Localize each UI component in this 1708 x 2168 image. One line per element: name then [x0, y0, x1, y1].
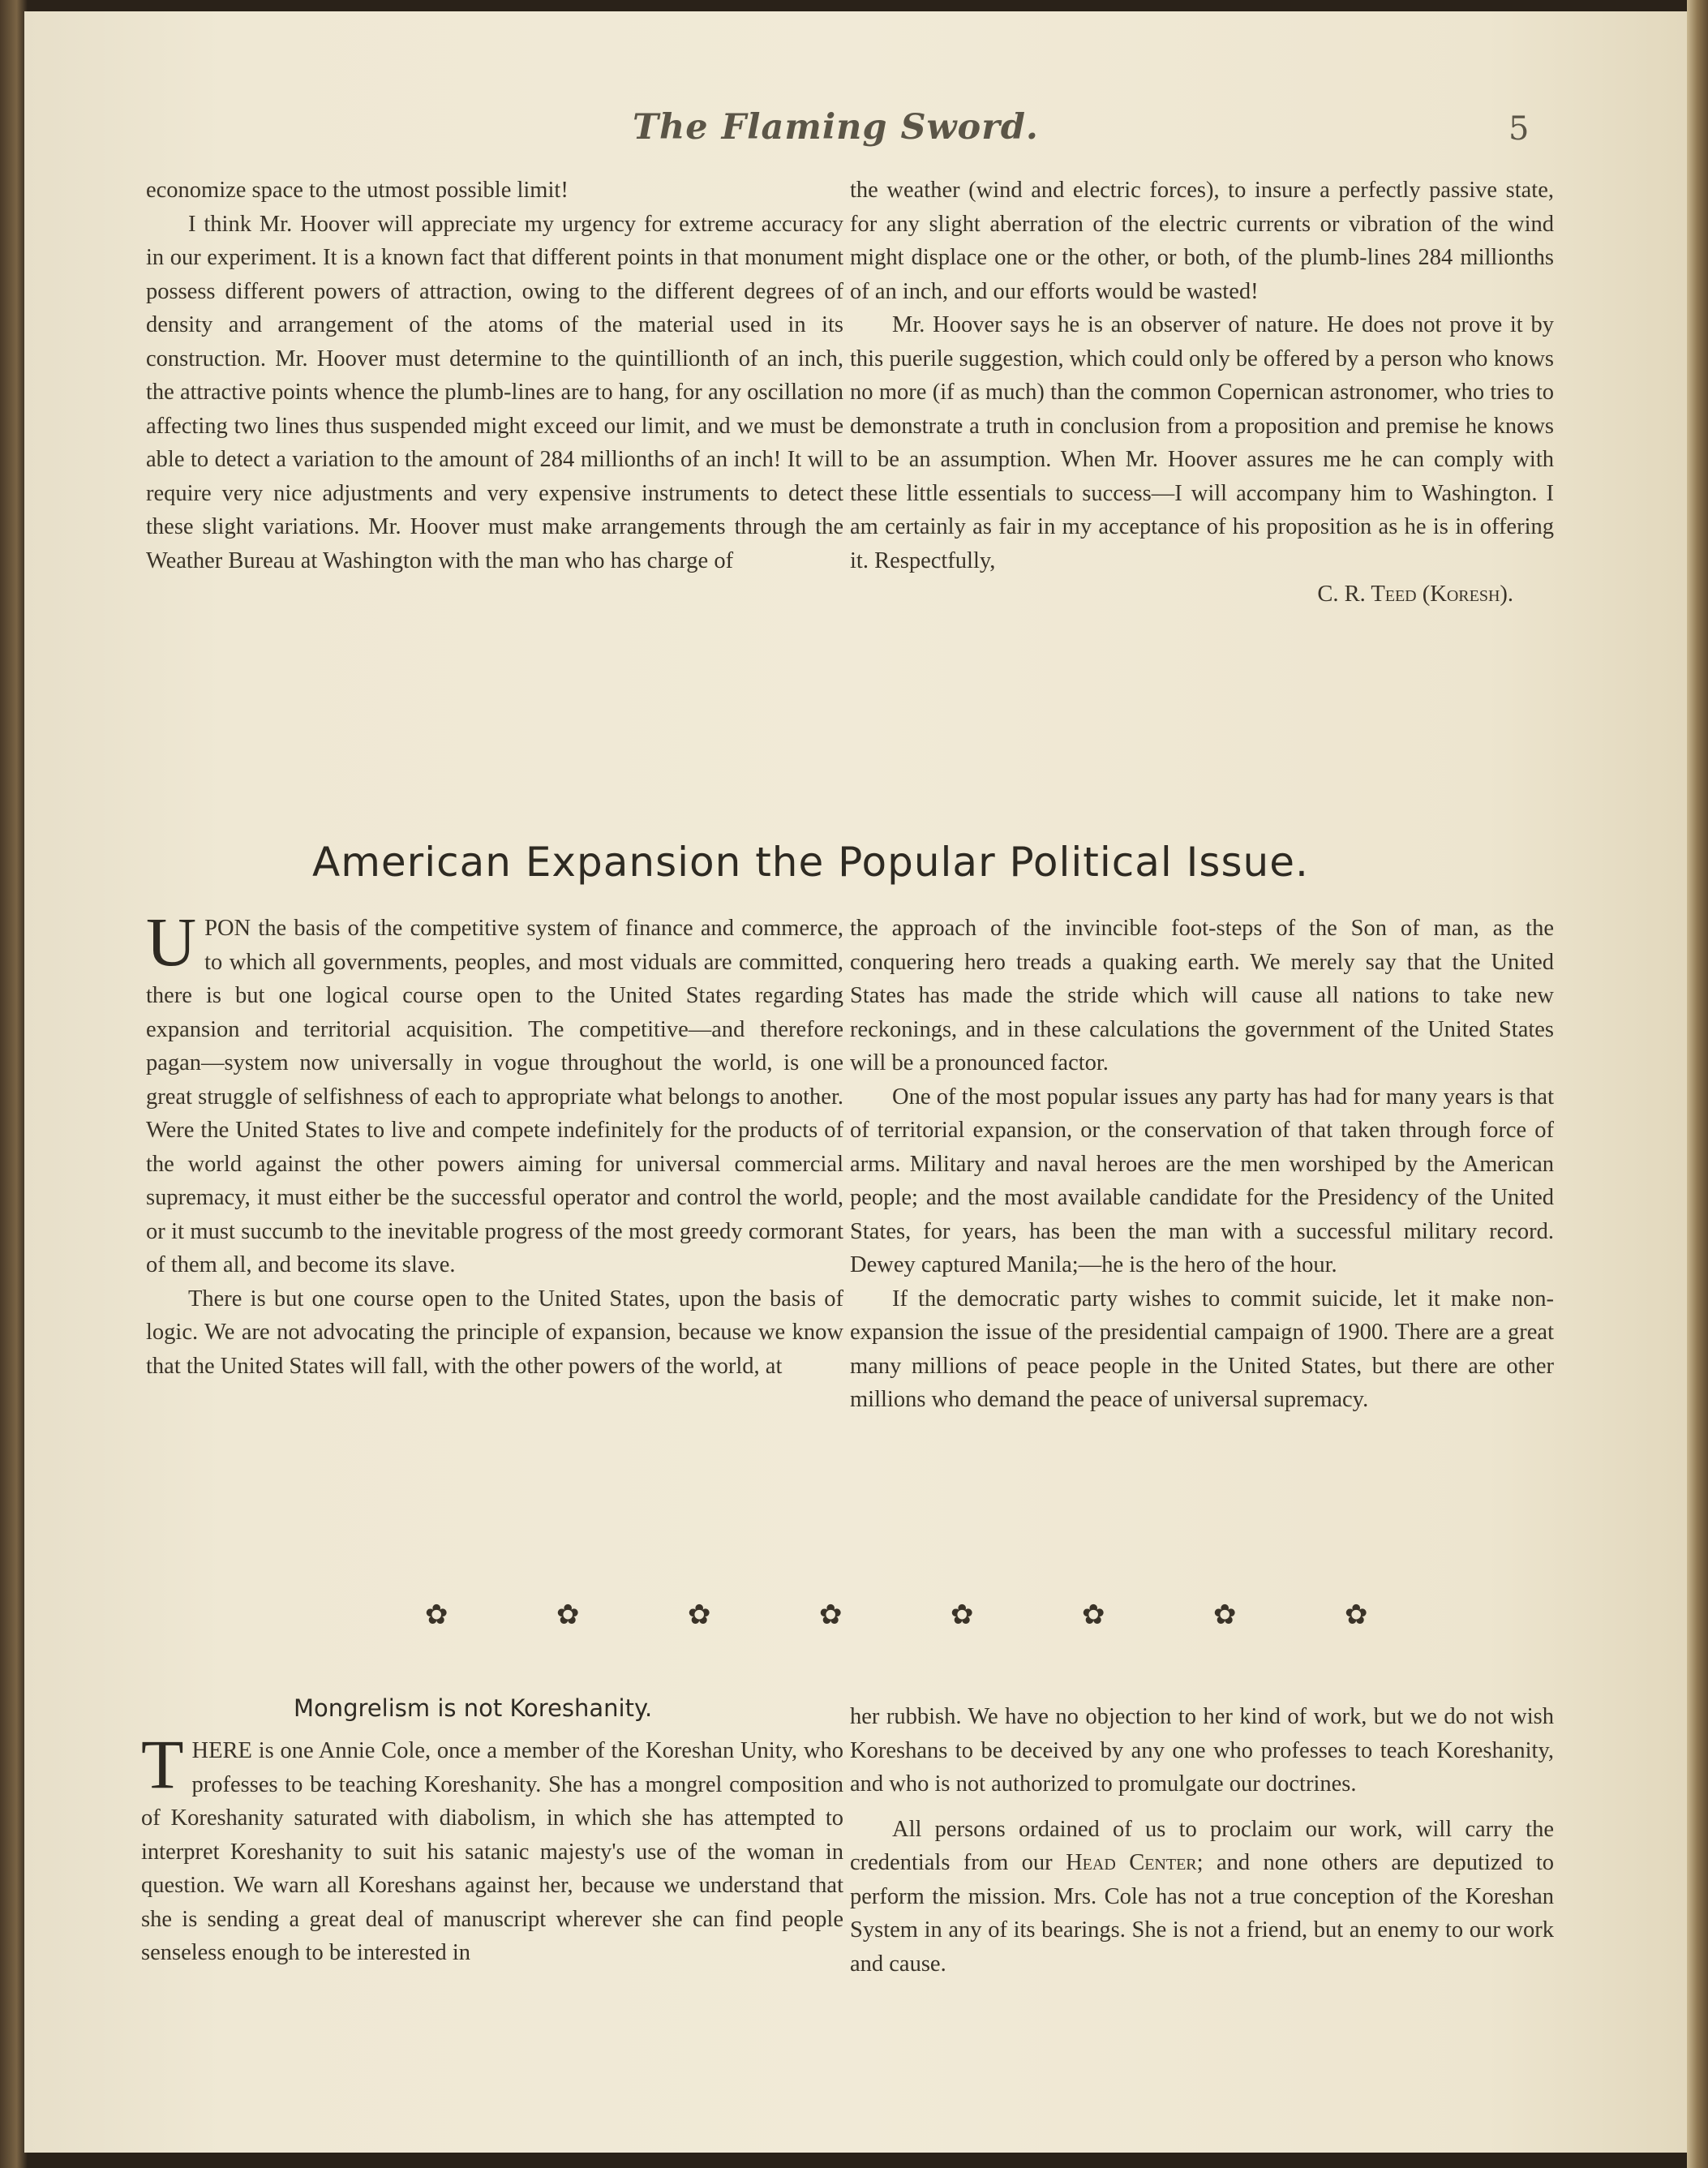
article-headline: American Expansion the Popular Political Issue.	[312, 839, 1309, 886]
book-binding	[0, 0, 28, 2168]
page	[24, 11, 1687, 2153]
letter-paragraph: I think Mr. Hoover will appreciate my urgency for extreme accuracy in our experiment. It is a known fact that different points in that monument possess different powers of attraction, owing to the different degrees of density and arrangement of the atoms of the material used in its construction. Mr. Hoover must determine to the quintillionth of an inch, the attractive points whence the plumb-lines are to hang, for any oscillation affecting two lines thus suspended might exceed our limit, and we must be able to detect a variation to the amount of 284 millionths of an inch! It will require very nice adjustments and very expensive instruments to detect these slight variations. Mr. Hoover must make arrangements through the Weather Bureau at Washington with the man who has charge of	[146, 211, 843, 573]
article-paragraph	[141, 1725, 843, 1970]
fleuron-icon	[947, 1605, 976, 1633]
drop-cap: T	[141, 1725, 184, 1803]
page-number: 5	[1508, 110, 1530, 148]
letter-column-right	[850, 174, 1554, 612]
running-title: The Flaming Sword.	[633, 107, 1039, 148]
letter-paragraph: economize space to the utmost possible limit!	[146, 178, 569, 203]
article-text: All persons ordained of us to proclaim our work, will carry the credentials from our	[850, 1816, 1554, 1875]
article-paragraph: If the democratic party wishes to commit suicide, let it make non-expansion the issue of the presidential campaign of 1900. There are a great many millions of peace people in the United States, but there are other millions who demand the peace of universal supremacy.	[850, 1286, 1554, 1412]
article-paragraph: the approach of the invincible foot-steps of the Son of man, as the conquering hero treads a quaking earth. We merely say that the United States has made the stride which will cause all nations to take new reckonings, and in these calculations the government of the United States will be a pronounced factor.	[850, 916, 1554, 1075]
article2-column-right	[850, 1700, 1554, 1981]
fleuron-icon	[1210, 1605, 1239, 1633]
letter-text: Mr. Hoover says he is an observer of nature. He does not prove it by this puerile suggestion, which could only be offered by a person who knows no more (if as much) than the common Copernican astronomer, who tries to demonstrate a truth in conclusion from a proposition and premise he knows to be an assumption. When Mr. Hoover assures me he can comply with these little essentials to success—I will accompany him to Washington. I am certainly as fair in my acceptance of his proposition as he is in offering it.	[850, 312, 1554, 573]
letter-signature: C. R. Teed (Koresh).	[1317, 582, 1513, 607]
head-center-text: Head Center	[1066, 1850, 1197, 1875]
drop-cap: U	[146, 903, 197, 981]
article1-column-left	[146, 903, 843, 1383]
article-text: PON the basis of the competitive system of finance and commerce, to which all governments, peoples, and most viduals are committed, there is but one logical course open to the United States regarding expansion and territorial acquisition. The competitive—and therefore pagan—system now universally in vogue throughout the world, is one great struggle of selfishness of each to appropriate what belongs to another. Were the United States to live and compete indefinitely for the products of the world against the other powers aiming for universal commercial supremacy, it must either be the successful operator and control the world, or it must succumb to the inevitable progress of the most greedy cormorant of them all, and become its slave.	[146, 916, 843, 1277]
article-paragraph	[146, 903, 843, 1282]
letter-closing: Respectfully,	[874, 547, 996, 573]
letter-paragraph	[850, 308, 1554, 577]
article-paragraph: There is but one course open to the United States, upon the basis of logic. We are not advocating the principle of expansion, because we know that the United States will fall, with the other powers of the world, at	[146, 1286, 843, 1379]
article-paragraph: her rubbish. We have no objection to her kind of work, but we do not wish Koreshans to be deceived by any one who professes to teach Koreshanity, and who is not authorized to promulgate our doctrines.	[850, 1704, 1554, 1797]
fleuron-icon	[684, 1605, 714, 1633]
letter-column-left	[146, 174, 843, 577]
article-paragraph	[850, 1813, 1554, 1981]
article-paragraph: One of the most popular issues any party has had for many years is that of territorial expansion, or the conservation of that taken through force of arms. Military and naval heroes are the men worshiped by the American people; and the most available candidate for the Presidency of the United States, for years, has been the man with a successful military record. Dewey captured Manila;—he is the hero of the hour.	[850, 1084, 1554, 1277]
page-edge	[1687, 0, 1708, 2168]
article1-column-right	[850, 912, 1554, 1417]
fleuron-icon	[422, 1605, 451, 1633]
article2-column-left	[141, 1725, 843, 1970]
article-text: HERE is one Annie Cole, once a member of the Koreshan Unity, who professes to be teaching Koreshanity. She has a mongrel composition of Koreshanity saturated with diabolism, in which she has attempted to interpret Koreshanity to suit his satanic majesty's use of the woman in question. We warn all Koreshans against her, because we understand that she is sending a great deal of manuscript wherever she can find people senseless enough to be interested in	[141, 1738, 843, 1965]
letter-paragraph: the weather (wind and electric forces), to insure a perfectly passive state, for any slight aberration of the electric currents or vibration of the wind might displace one or the other, or both, of the plumb-lines 284 millionths of an inch, and our efforts would be wasted!	[850, 178, 1554, 304]
article-subheadline: Mongrelism is not Koreshanity.	[294, 1694, 653, 1722]
fleuron-icon	[553, 1605, 582, 1633]
fleuron-icon	[816, 1605, 845, 1633]
article-text: ; and none others are deputized to perform the mission. Mrs. Cole has not a true conception of the Koreshan System in any of its bearings. She is not a friend, but an enemy to our work and cause.	[850, 1850, 1554, 1977]
fleuron-icon	[1341, 1605, 1371, 1633]
ornament-divider	[422, 1605, 1371, 1633]
fleuron-icon	[1079, 1605, 1108, 1633]
